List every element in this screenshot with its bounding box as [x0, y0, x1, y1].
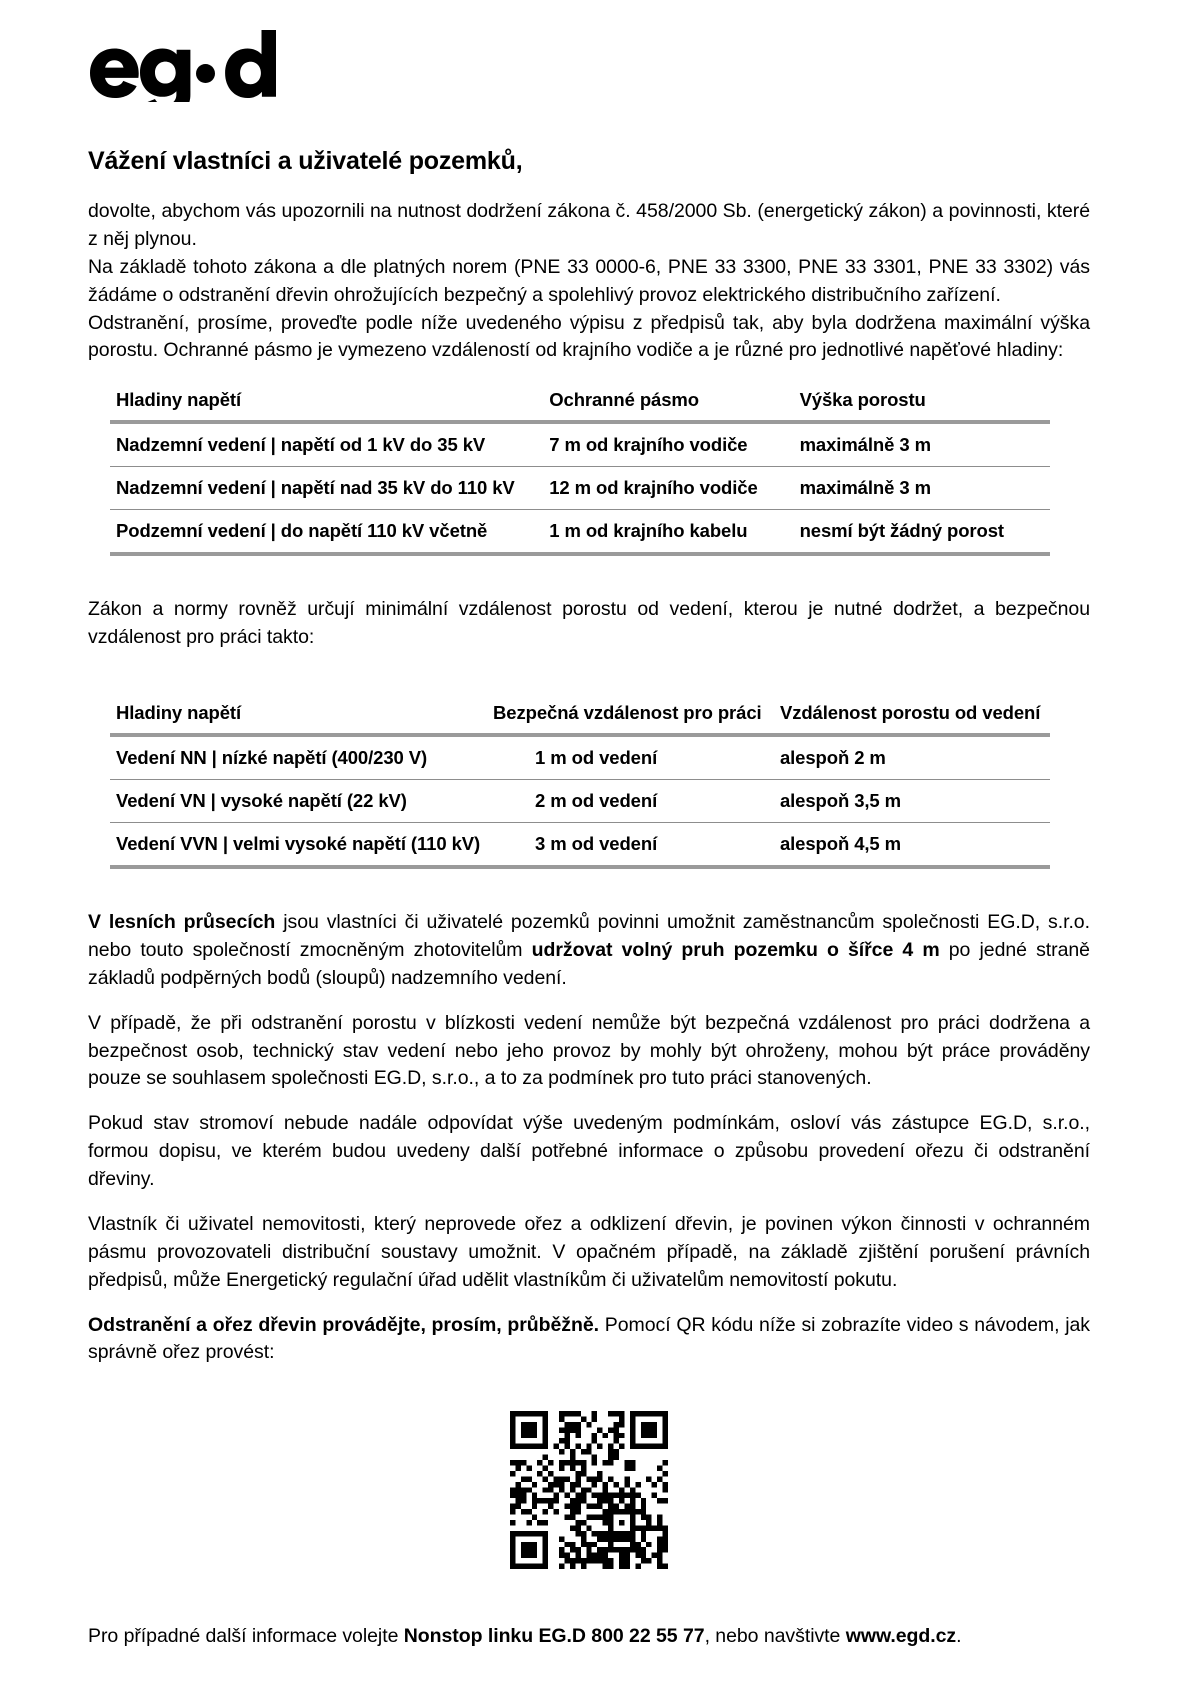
cell-hladina: Podzemní vedení | do napětí 110 kV včetně — [110, 510, 543, 555]
spacer — [88, 869, 1090, 909]
intro-paragraph-2: Na základě tohoto zákona a dle platných norem (PNE 33 0000-6, PNE 33 3300, PNE 33 3301, PNE 33 3302) vás žádáme o odstranění dřevin ohrožujících bezpečný a spolehlivý provoz elektrického distribučního zařízení. — [88, 255, 1090, 306]
spacer — [88, 1194, 1090, 1211]
cell-hladina: Nadzemní vedení | napětí od 1 kV do 35 kV — [110, 422, 543, 467]
column-header-ochranne-pasmo: Ochranné pásmo — [543, 387, 793, 422]
column-header-vzdalenost-porostu: Vzdálenost porostu od vedení — [774, 700, 1050, 735]
emphasis-text: Odstranění a ořez dřevin provádějte, prosím, průběžně. — [88, 1313, 600, 1336]
cell-vyska: nesmí být žádný porost — [794, 510, 1050, 555]
intro-paragraph-3: Odstranění, prosíme, proveďte podle níže uvedeného výpisu z předpisů tak, aby byla dodržena maximální výška porostu. Ochranné pásmo je vymezeno vzdáleností od krajního vodiče a je různé pro jednotlivé napěťové hladiny: — [88, 311, 1090, 362]
plain-text: Pokud stav stromoví nebude nadále odpovídat výše uvedeným podmínkám, osloví vás zástupce EG.D, s.r.o., formou dopisu, ve kterém budou uvedeny další potřebné informace o způsobu provedení ořezu či odstranění dřeviny. — [88, 1112, 1090, 1190]
cell-pasmo: 12 m od krajního vodiče — [543, 467, 793, 510]
table-row — [110, 735, 1050, 780]
column-header-hladiny-napeti: Hladiny napětí — [110, 700, 487, 735]
emphasis-text: udržovat volný pruh pozemku o šířce 4 m — [531, 938, 940, 961]
body-paragraph-qr-vyzva — [88, 1312, 1090, 1368]
cell-hladina: Vedení NN | nízké napětí (400/230 V) — [110, 735, 487, 780]
table-header-row — [110, 700, 1050, 735]
emphasis-text: www.egd.cz — [845, 1625, 957, 1648]
emphasis-text: Nonstop linku EG.D 800 22 55 77 — [403, 1625, 705, 1648]
spacer — [88, 1093, 1090, 1110]
column-header-vyska-porostu: Výška porostu — [794, 387, 1050, 422]
cell-vzdalenost-porostu: alespoň 4,5 m — [774, 823, 1050, 868]
plain-text: Pro případné další informace volejte — [88, 1625, 404, 1648]
cell-hladina: Nadzemní vedení | napětí nad 35 kV do 110 kV — [110, 467, 543, 510]
column-header-bezpecna-vzdalenost: Bezpečná vzdálenost pro práci — [487, 700, 774, 735]
body-paragraph-lesni-prusecy — [88, 909, 1090, 993]
cell-bezpecna-vzdalenost: 1 m od vedení — [487, 735, 774, 780]
plain-text: Pomocí QR kódu níže si zobrazíte video s návodem, jak správně ořez provést: — [88, 1313, 1091, 1364]
cell-hladina: Vedení VVN | velmi vysoké napětí (110 kV) — [110, 823, 487, 868]
footer-contact-line — [88, 1623, 1090, 1650]
plain-text: jsou vlastníci či uživatelé pozemků povinni umožnit zaměstnancům společnosti EG.D, s.r.o. nebo touto společností zmocněným zhotovitelům — [88, 911, 1090, 961]
cell-vzdalenost-porostu: alespoň 2 m — [774, 735, 1050, 780]
emphasis-text: V lesních průsecích — [88, 911, 276, 933]
ochranne-pasmo-table — [110, 387, 1050, 556]
spacer — [88, 652, 1090, 678]
cell-pasmo: 7 m od krajního vodiče — [543, 422, 793, 467]
table-row — [110, 823, 1050, 868]
body-paragraph-bezpecnost — [88, 1010, 1090, 1094]
plain-text: po jedné straně základů podpěrných bodů (sloupů) nadzemního vedení. — [88, 938, 1090, 989]
cell-bezpecna-vzdalenost: 3 m od vedení — [487, 823, 774, 868]
between-tables-paragraph: Zákon a normy rovněž určují minimální vzdálenost porostu od vedení, kterou je nutné dodržet, a bezpečnou vzdálenost pro práci takto: — [88, 598, 1090, 649]
body-paragraph-stav-stromovi — [88, 1110, 1090, 1194]
cell-vyska: maximálně 3 m — [794, 467, 1050, 510]
document-content — [88, 28, 1090, 1670]
cell-bezpecna-vzdalenost: 2 m od vedení — [487, 780, 774, 823]
plain-text: , nebo navštivte — [704, 1625, 846, 1648]
spacer — [88, 556, 1090, 596]
body-paragraph-vlastnik-povinnost — [88, 1211, 1090, 1295]
page-title: Vážení vlastníci a uživatelé pozemků, — [88, 147, 523, 175]
egd-logo — [88, 28, 278, 102]
qr-code-container — [88, 1411, 1090, 1569]
cell-hladina: Vedení VN | vysoké napětí (22 kV) — [110, 780, 487, 823]
column-header-hladiny-napeti: Hladiny napětí — [110, 387, 543, 422]
plain-text: Vlastník či uživatel nemovitosti, který neprovede ořez a odklizení dřevin, je povinen výkon činnosti v ochranném pásmu provozovateli distribuční soustavy umožnit. V opačném případě, na základě zjištění porušení právních předpisů, může Energetický regulační úřad udělit vlastníkům či uživatelům nemovitostí pokutu. — [88, 1212, 1090, 1291]
spacer — [88, 1295, 1090, 1312]
qr-code[interactable] — [510, 1411, 668, 1569]
plain-text: V případě, že při odstranění porostu v blízkosti vedení nemůže být bezpečná vzdálenost pro práci dodržena a bezpečnost osob, technický stav vedení nebo jeho provoz by mohly být ohroženy, mohou být práce prováděny pouze se souhlasem společnosti EG.D, s.r.o., a to za podmínek pro tuto práci stanovených. — [88, 1011, 1090, 1090]
table-row — [110, 510, 1050, 555]
table-row — [110, 467, 1050, 510]
cell-vzdalenost-porostu: alespoň 3,5 m — [774, 780, 1050, 823]
intro-paragraph-1: dovolte, abychom vás upozornili na nutnost dodržení zákona č. 458/2000 Sb. (energetický zákon) a povinnosti, které z něj plynou. — [88, 200, 1090, 250]
cell-vyska: maximálně 3 m — [794, 422, 1050, 467]
table-row — [110, 422, 1050, 467]
table-row — [110, 780, 1050, 823]
cell-pasmo: 1 m od krajního kabelu — [543, 510, 793, 555]
spacer — [88, 993, 1090, 1010]
plain-text: . — [956, 1625, 962, 1648]
bezpecna-vzdalenost-table — [110, 700, 1050, 869]
table-header-row — [110, 387, 1050, 422]
